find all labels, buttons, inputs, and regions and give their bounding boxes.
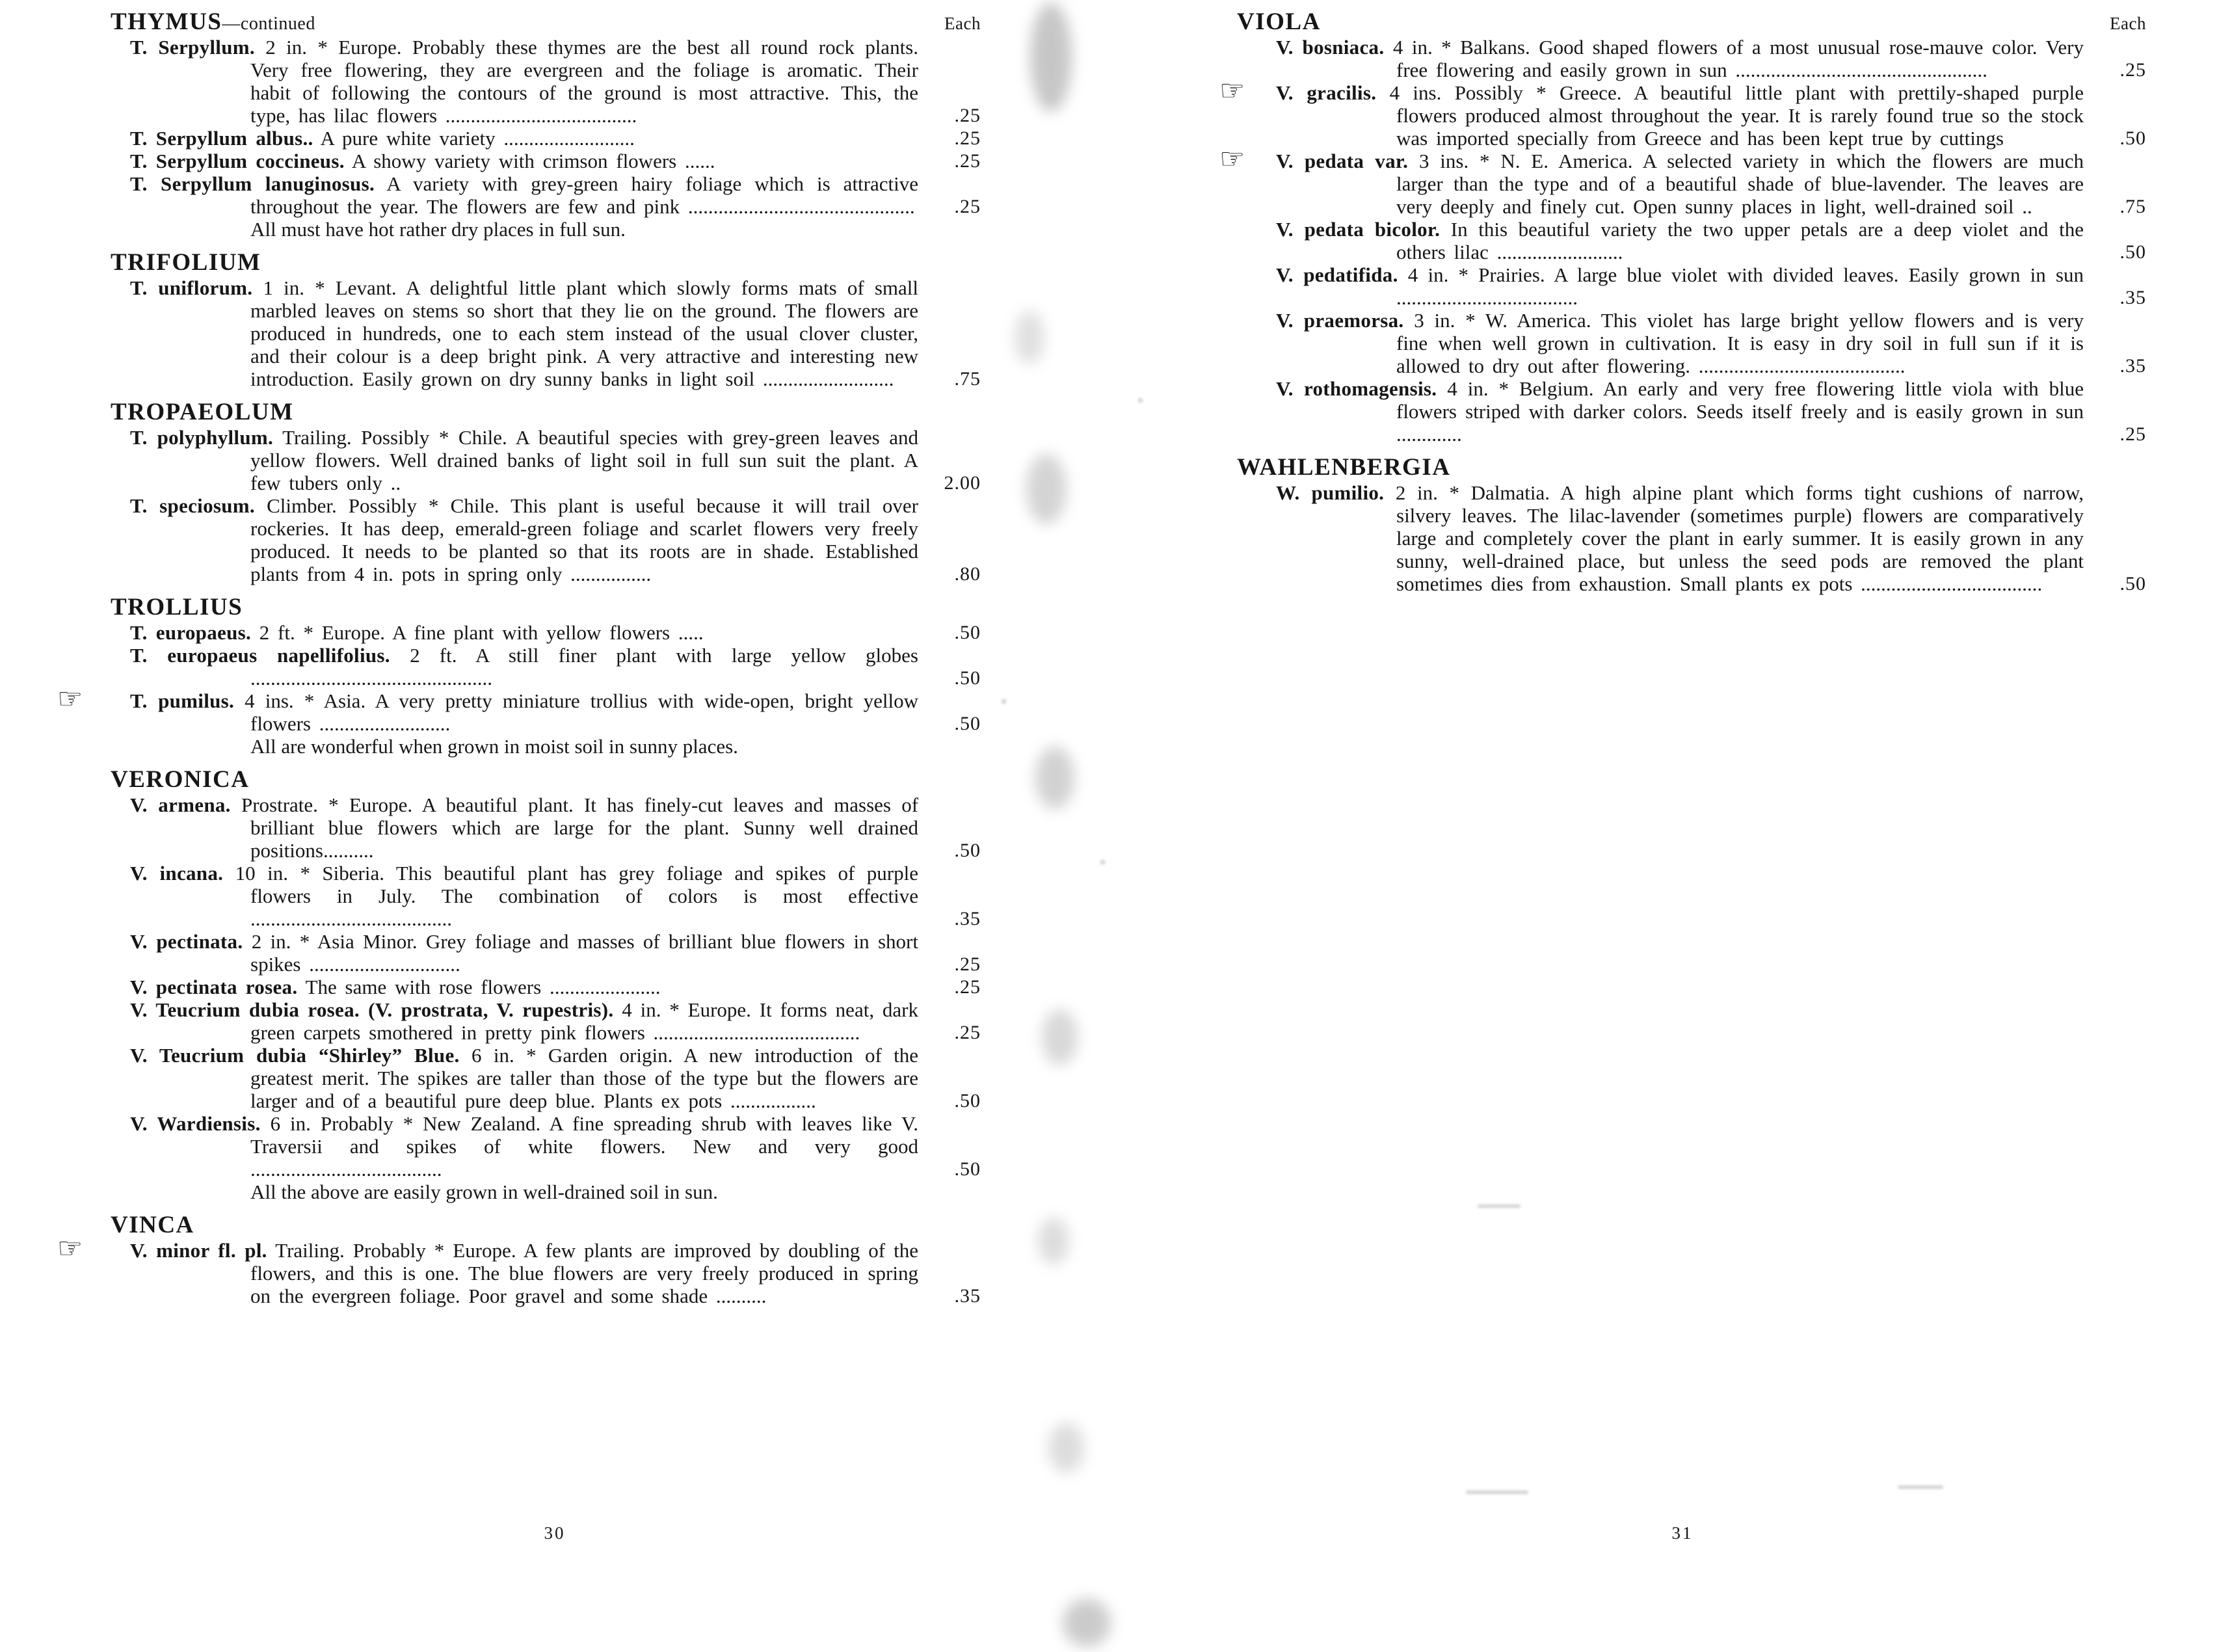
- entry-note: All are wonderful when grown in moist soil in sunny places.: [250, 735, 738, 758]
- each-column-label: Each: [944, 14, 981, 33]
- plant-name: T. europaeus.: [130, 621, 252, 644]
- entry-description: 2 in. * Europe. Probably these thymes are the best all round rock plants. Very free flowering, they are evergreen and the foliage is aromatic. Their habit of following the contours of the ground is most attractive. This, the type, has lilac flowers ......................................: [250, 36, 918, 127]
- catalog-entry: [1276, 263, 2147, 309]
- entry-description: 2 in. * Asia Minor. Grey foliage and masses of brilliant blue flowers in short spikes ..............................: [250, 930, 918, 976]
- section-header: [111, 398, 982, 426]
- entry-description: Trailing. Possibly * Chile. A beautiful species with grey-green leaves and yellow flowers. Well drained banks of light soil in full sun suit the plant. A few tubers only ..: [250, 426, 918, 494]
- section-header: [111, 248, 982, 276]
- entry-body: [130, 276, 982, 390]
- scan-speck: [1002, 699, 1006, 704]
- entry-body: [130, 998, 982, 1044]
- section-header: [111, 1211, 982, 1239]
- catalog-entry: [1219, 74, 2147, 150]
- entry-body: [1276, 218, 2147, 263]
- price-each: .50: [2119, 241, 2146, 263]
- catalog-entry: [130, 1112, 982, 1203]
- catalog-entry: [57, 682, 982, 758]
- entry-body: [57, 1232, 982, 1307]
- entry-body: [130, 644, 982, 689]
- plant-name: T. Serpyllum lanuginosus.: [130, 172, 375, 195]
- price-each: .35: [954, 1285, 981, 1307]
- scan-speck: [1466, 1491, 1528, 1494]
- entry-body: [130, 621, 982, 644]
- gutter-smudge: [1026, 454, 1067, 524]
- section-title: [111, 1211, 194, 1239]
- section-title: [111, 593, 243, 621]
- plant-name: T. uniflorum.: [130, 276, 253, 299]
- section-header: [111, 593, 982, 621]
- genus-name: THYMUS: [111, 8, 222, 35]
- catalog-entry: [57, 1232, 982, 1307]
- entry-description: Climber. Possibly * Chile. This plant is useful because it will trail over rockeries. It has deep, emerald-green foliage and scarlet flowers very freely produced. It needs to be planted so that its roots are in shade. Established plants from 4 in. pots in spring only ................: [250, 494, 918, 585]
- entry-body: [1219, 142, 2147, 218]
- entry-description: 2 in. * Dalmatia. A high alpine plant which forms tight cushions of narrow, silvery leaves. The lilac-lavender (sometimes purple) flowers are comparatively large and completely cover the plant in early summer. It is easily grown in any sunny, well-drained place, but unless the seed pods are removed the plant sometimes dies from exhaustion. Small plants ex pots ....................................: [1395, 481, 2084, 595]
- scan-speck: [1898, 1485, 1943, 1489]
- genus-name: VERONICA: [111, 766, 250, 793]
- entry-description: 6 in. Probably * New Zealand. A fine spreading shrub with leaves like V. Traversii and spikes of white flowers. New and very good ......................................: [250, 1112, 918, 1180]
- gutter-smudge: [1035, 747, 1074, 809]
- entry-description: A showy variety with crimson flowers ......: [351, 150, 715, 172]
- plant-name: T. polyphyllum.: [130, 426, 274, 449]
- genus-name: VINCA: [111, 1212, 194, 1238]
- page-number: 30: [544, 1523, 566, 1543]
- entry-description: In this beautiful variety the two upper petals are a deep violet and the others lilac .........................: [1396, 218, 2084, 263]
- scan-speck: [1100, 860, 1105, 864]
- price-each: .50: [2119, 127, 2146, 149]
- price-each: .50: [954, 1090, 981, 1112]
- gutter-smudge: [1042, 1009, 1078, 1065]
- entry-description: 4 in. * Prairies. A large blue violet with divided leaves. Easily grown in sun ....................................: [1396, 263, 2084, 309]
- plant-name: V. bosniaca.: [1276, 36, 1385, 59]
- plant-name: V. incana.: [130, 862, 224, 885]
- price-each: .50: [954, 1158, 981, 1180]
- plant-name: V. Teucrium dubia rosea. (V. prostrata, V. rupestris).: [130, 998, 614, 1021]
- plant-name: V. pectinata rosea.: [130, 976, 298, 998]
- pointing-hand-icon: ☞: [57, 1232, 83, 1265]
- section-header: [111, 8, 982, 36]
- entry-description: 4 in. * Europe. It forms neat, dark green carpets smothered in pretty pink flowers .........................................: [250, 998, 918, 1044]
- price-each: .80: [954, 563, 981, 585]
- plant-name: V. pedata var.: [1276, 150, 1409, 172]
- catalog-page-31: [1217, 0, 2147, 1652]
- entry-description: 2 ft. * Europe. A fine plant with yellow flowers .....: [259, 621, 704, 644]
- catalog-entry: [130, 426, 982, 494]
- plant-name: V. praemorsa.: [1276, 309, 1404, 332]
- price-each: .25: [2119, 59, 2146, 81]
- entry-description: 4 in. * Balkans. Good shaped flowers of a most unusual rose-mauve color. Very free flowering and easily grown in sun ..................................................: [1392, 36, 2084, 81]
- entry-description: 4 in. * Belgium. An early and very free flowering little viola with blue flowers striped with darker colors. Seeds itself freely and is easily grown in sun .............: [1396, 377, 2084, 446]
- entry-description: 3 ins. * N. E. America. A selected variety in which the flowers are much larger than the type and of a beautiful shade of blue-lavender. The leaves are very deeply and finely cut. Open sunny places in light, well-drained soil ..: [1396, 150, 2084, 218]
- catalog-entry: [1219, 142, 2147, 218]
- pointing-hand-icon: ☞: [1219, 74, 1245, 107]
- section-title: [111, 248, 261, 276]
- price-each: .50: [954, 622, 981, 643]
- price-each: .75: [954, 368, 981, 390]
- price-each: .75: [2119, 196, 2146, 217]
- plant-name: T. speciosum.: [130, 494, 255, 517]
- scan-speck: [1138, 398, 1143, 403]
- catalog-entry: [130, 1044, 982, 1112]
- catalog-entry: [130, 930, 982, 976]
- entry-body: [130, 1044, 982, 1112]
- entry-body: [130, 127, 982, 150]
- entry-description: 10 in. * Siberia. This beautiful plant has grey foliage and spikes of purple flowers in July. The combination of colors is most effective ........................................: [235, 862, 919, 930]
- plant-name: V. Teucrium dubia “Shirley” Blue.: [130, 1044, 460, 1067]
- entry-body: [130, 793, 982, 862]
- catalog-page-30: [52, 0, 982, 1652]
- genus-name: TROLLIUS: [111, 594, 243, 620]
- entry-body: [130, 426, 982, 494]
- catalog-entry: [130, 276, 982, 390]
- plant-name: T. pumilus.: [130, 689, 235, 712]
- catalog-entry: [130, 621, 982, 644]
- gutter-smudge: [1015, 311, 1044, 364]
- entry-description: 1 in. * Levant. A delightful little plant which slowly forms mats of small marbled leaves on stems so short that they lie on the ground. The flowers are produced in hundreds, one to each stem instead of the usual clover cluster, and their colour is a deep bright pink. A very attractive and interesting new introduction. Easily grown on dry sunny banks in light soil ..........................: [250, 276, 918, 390]
- entry-description: 3 in. * W. America. This violet has large bright yellow flowers and is very fine when well grown in cultivation. It is easy in dry soil in full sun if it is allowed to dry out after flowering. .........................................: [1396, 309, 2084, 377]
- section-title: [111, 8, 315, 36]
- entry-body: [1276, 481, 2147, 595]
- entry-description: 2 ft. A still finer plant with large yellow globes ................................................: [250, 644, 918, 689]
- section-title: [1237, 8, 1321, 36]
- section-title: [1237, 453, 1450, 481]
- entry-body: [130, 862, 982, 930]
- catalog-entry: [130, 998, 982, 1044]
- price-each: .50: [954, 667, 981, 689]
- entry-description: Prostrate. * Europe. A beautiful plant. It has finely-cut leaves and masses of brilliant blue flowers which are large for the plant. Sunny well drained positions..........: [241, 793, 919, 862]
- entry-note: All must have hot rather dry places in full sun.: [250, 218, 626, 241]
- price-each: .25: [954, 105, 981, 126]
- price-each: 2.00: [944, 472, 981, 494]
- catalog-entry: [1276, 218, 2147, 263]
- plant-name: V. gracilis.: [1276, 81, 1377, 104]
- section-title: [111, 398, 294, 426]
- gutter-smudge: [1038, 1218, 1069, 1264]
- plant-name: T. Serpyllum.: [130, 36, 255, 59]
- price-each: .35: [2119, 355, 2146, 377]
- price-each: .25: [954, 196, 981, 217]
- scan-speck: [1478, 1205, 1521, 1208]
- catalog-entry: [1276, 481, 2147, 595]
- price-each: .25: [954, 127, 981, 149]
- each-column-label: Each: [2110, 14, 2146, 33]
- genus-name: VIOLA: [1237, 8, 1321, 35]
- price-each: .35: [954, 908, 981, 929]
- plant-name: V. pectinata.: [130, 930, 243, 953]
- plant-name: T. Serpyllum albus..: [130, 127, 313, 150]
- genus-name: WAHLENBERGIA: [1237, 454, 1451, 481]
- catalog-entry: [130, 172, 982, 241]
- entry-note: All the above are easily grown in well-drained soil in sun.: [250, 1180, 718, 1203]
- plant-name: V. armena.: [130, 793, 231, 816]
- catalog-entry: [1276, 309, 2147, 377]
- section-title: [111, 766, 249, 793]
- catalog-entry: [130, 976, 982, 998]
- catalog-entry: [130, 862, 982, 930]
- catalog-entry: [1276, 377, 2147, 446]
- plant-name: W. pumilio.: [1276, 481, 1385, 504]
- catalog-entry: [1276, 36, 2147, 81]
- price-each: .50: [954, 840, 981, 861]
- catalog-entry: [130, 127, 982, 150]
- entry-body: [130, 150, 982, 172]
- price-each: .50: [2119, 573, 2146, 594]
- entry-body: [130, 976, 982, 998]
- catalog-entry: [130, 793, 982, 862]
- entry-body: [130, 1112, 982, 1180]
- price-each: .25: [954, 976, 981, 998]
- plant-name: V. pedata bicolor.: [1276, 218, 1441, 241]
- plant-name: V. minor fl. pl.: [130, 1239, 267, 1262]
- catalog-entry: [130, 36, 982, 127]
- entry-body: [57, 682, 982, 735]
- price-each: .35: [2119, 287, 2146, 308]
- entry-description: 4 ins. * Asia. A very pretty miniature trollius with wide-open, bright yellow flowers ..........................: [245, 689, 918, 735]
- plant-name: V. Wardiensis.: [130, 1112, 261, 1135]
- entry-body: [1276, 377, 2147, 446]
- catalog-entry: [130, 150, 982, 172]
- section-header: [111, 766, 982, 793]
- gutter-smudge: [1063, 1599, 1111, 1647]
- page-number: 31: [1671, 1523, 1694, 1543]
- entry-description: 4 ins. Possibly * Greece. A beautiful little plant with prettily-shaped purple flowers produced almost throughout the year. It is rarely found true so the stock was imported specially from Greece and has been kept true by cuttings: [1389, 81, 2084, 150]
- genus-name: TROPAEOLUM: [111, 399, 294, 425]
- entry-description: 6 in. * Garden origin. A new introduction of the greatest merit. The spikes are taller than those of the type but the flowers are larger and of a beautiful pure deep blue. Plants ex pots .................: [250, 1044, 919, 1112]
- entry-description: A variety with grey-green hairy foliage which is attractive throughout the year. The flowers are few and pink .............................................: [250, 172, 918, 218]
- plant-name: T. europaeus napellifolius.: [130, 644, 390, 667]
- entry-body: [1219, 74, 2147, 150]
- entry-body: [1276, 36, 2147, 81]
- price-each: .25: [954, 150, 981, 172]
- price-each: .50: [954, 713, 981, 734]
- entry-description: A pure white variety ..........................: [320, 127, 635, 150]
- entry-description: Trailing. Probably * Europe. A few plants are improved by doubling of the flowers, and this is one. The blue flowers are very freely produced in spring on the evergreen foliage. Poor gravel and some shade ..........: [250, 1239, 918, 1307]
- pointing-hand-icon: ☞: [1219, 142, 1245, 176]
- plant-name: T. Serpyllum coccineus.: [130, 150, 345, 172]
- section-header: [1237, 8, 2147, 36]
- plant-name: V. pedatifida.: [1276, 263, 1398, 286]
- entry-body: [1276, 309, 2147, 377]
- catalog-entry: [130, 494, 982, 585]
- price-each: .25: [954, 1022, 981, 1043]
- continued-label: —continued: [222, 14, 315, 34]
- gutter-smudge: [1048, 1423, 1084, 1472]
- plant-name: V. rothomagensis.: [1276, 377, 1437, 400]
- entry-body: [130, 930, 982, 976]
- entry-body: [130, 172, 982, 218]
- gutter-smudge: [1030, 3, 1072, 112]
- entry-body: [130, 494, 982, 585]
- entry-body: [1276, 263, 2147, 309]
- price-each: .25: [954, 953, 981, 975]
- entry-body: [130, 36, 982, 127]
- section-header: [1237, 453, 2147, 481]
- price-each: .25: [2119, 423, 2146, 445]
- pointing-hand-icon: ☞: [57, 682, 83, 715]
- catalog-entry: [130, 644, 982, 689]
- entry-description: The same with rose flowers ......................: [305, 976, 661, 998]
- genus-name: TRIFOLIUM: [111, 249, 261, 276]
